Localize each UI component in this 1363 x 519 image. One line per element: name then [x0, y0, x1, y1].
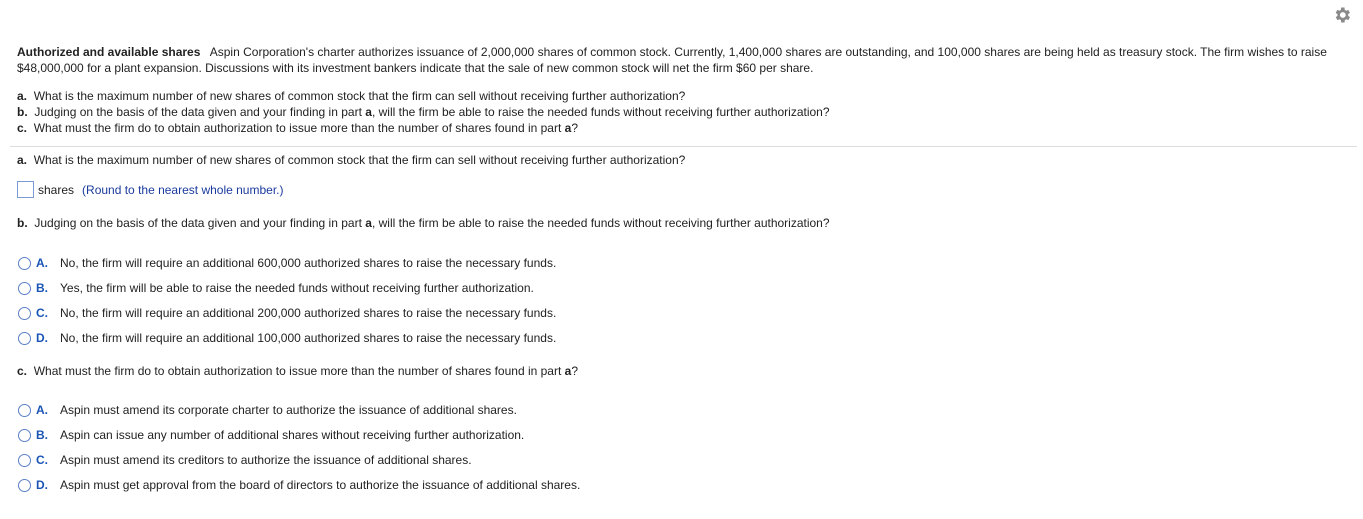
choice-text: Aspin must amend its creditors to authorize the issuance of additional shares. [60, 453, 472, 467]
radio-button[interactable] [18, 404, 31, 417]
part-b-choice-b[interactable] [18, 280, 534, 296]
overview-text-b-before: Judging on the basis of the data given and your finding in part [34, 105, 366, 119]
overview-text-c-before: What must the firm do to obtain authorization to issue more than the number of shares found in part [33, 121, 565, 135]
shares-answer-input[interactable] [17, 181, 34, 198]
part-a-label: a. [17, 153, 28, 167]
choice-text: Yes, the firm will be able to raise the needed funds without receiving further authorization. [60, 281, 534, 295]
part-a-answer-row [17, 181, 283, 198]
problem-title: Authorized and available shares [17, 45, 201, 59]
radio-button[interactable] [18, 307, 31, 320]
part-c-label: c. [17, 364, 28, 378]
rounding-hint: (Round to the nearest whole number.) [82, 182, 284, 197]
overview-text-b-bold: a [365, 105, 372, 119]
choice-text: No, the firm will require an additional 600,000 authorized shares to raise the necessary funds. [60, 256, 557, 270]
radio-button[interactable] [18, 282, 31, 295]
overview-text-c-after: ? [571, 121, 579, 135]
overview-label-a: a. [17, 89, 28, 103]
overview-text-a: What is the maximum number of new shares of common stock that the firm can sell without receiving further authorization? [33, 89, 686, 103]
part-c-text-after: ? [571, 364, 579, 378]
overview-question-a [17, 88, 1347, 104]
choice-text: No, the firm will require an additional 100,000 authorized shares to raise the necessary funds. [60, 331, 557, 345]
intro-paragraph [17, 44, 1347, 76]
overview-label-b: b. [17, 105, 28, 119]
radio-button[interactable] [18, 479, 31, 492]
part-b-text-before: Judging on the basis of the data given and your finding in part [34, 216, 366, 230]
choice-letter: A. [36, 403, 48, 417]
section-divider [10, 146, 1357, 147]
gear-icon[interactable] [1332, 5, 1352, 25]
choice-letter: A. [36, 256, 48, 270]
choice-letter: C. [36, 306, 48, 320]
part-c-choice-a[interactable] [18, 402, 517, 418]
choice-letter: B. [36, 281, 48, 295]
part-c-question [17, 363, 578, 379]
part-b-label: b. [17, 216, 28, 230]
overview-text-b-after: , will the firm be able to raise the needed funds without receiving further authorization? [371, 105, 830, 119]
choice-text: Aspin must amend its corporate charter to authorize the issuance of additional shares. [60, 403, 517, 417]
part-b-text-after: , will the firm be able to raise the needed funds without receiving further authorization? [371, 216, 830, 230]
part-c-choice-b[interactable] [18, 427, 524, 443]
problem-statement [17, 44, 1347, 136]
problem-text: Aspin Corporation's charter authorizes issuance of 2,000,000 shares of common stock. Currently, 1,400,000 shares are outstanding, and 100,000 shares are being held as treasury stock. The firm wishes to raise $48,000,000 for a plant expansion. Discussions with its investment bankers indicate that the sale of new common stock will net the firm $60 per share. [17, 45, 1327, 75]
choice-letter: D. [36, 331, 48, 345]
choice-letter: C. [36, 453, 48, 467]
part-c-choice-c[interactable] [18, 452, 472, 468]
overview-text-c-bold: a [564, 121, 572, 135]
choice-text: No, the firm will require an additional 200,000 authorized shares to raise the necessary funds. [60, 306, 557, 320]
part-b-choice-c[interactable] [18, 305, 556, 321]
choice-text: Aspin must get approval from the board of directors to authorize the issuance of additional shares. [60, 478, 581, 492]
overview-question-b [17, 104, 1347, 120]
radio-button[interactable] [18, 257, 31, 270]
choice-text: Aspin can issue any number of additional shares without receiving further authorization. [60, 428, 525, 442]
radio-button[interactable] [18, 454, 31, 467]
part-a-question [17, 152, 685, 168]
overview-question-c [17, 120, 1347, 136]
choice-letter: D. [36, 478, 48, 492]
part-c-text-bold: a [564, 364, 572, 378]
part-b-text-bold: a [365, 216, 372, 230]
shares-unit-label: shares [38, 182, 75, 197]
overview-label-c: c. [17, 121, 28, 135]
choice-letter: B. [36, 428, 48, 442]
part-c-text-before: What must the firm do to obtain authorization to issue more than the number of shares found in part [33, 364, 565, 378]
part-b-choice-a[interactable] [18, 255, 556, 271]
radio-button[interactable] [18, 332, 31, 345]
radio-button[interactable] [18, 429, 31, 442]
part-b-question [17, 215, 830, 231]
part-a-text: What is the maximum number of new shares of common stock that the firm can sell without receiving further authorization? [33, 153, 686, 167]
questions-overview [17, 88, 1347, 136]
part-c-choice-d[interactable] [18, 477, 580, 493]
part-b-choice-d[interactable] [18, 330, 556, 346]
